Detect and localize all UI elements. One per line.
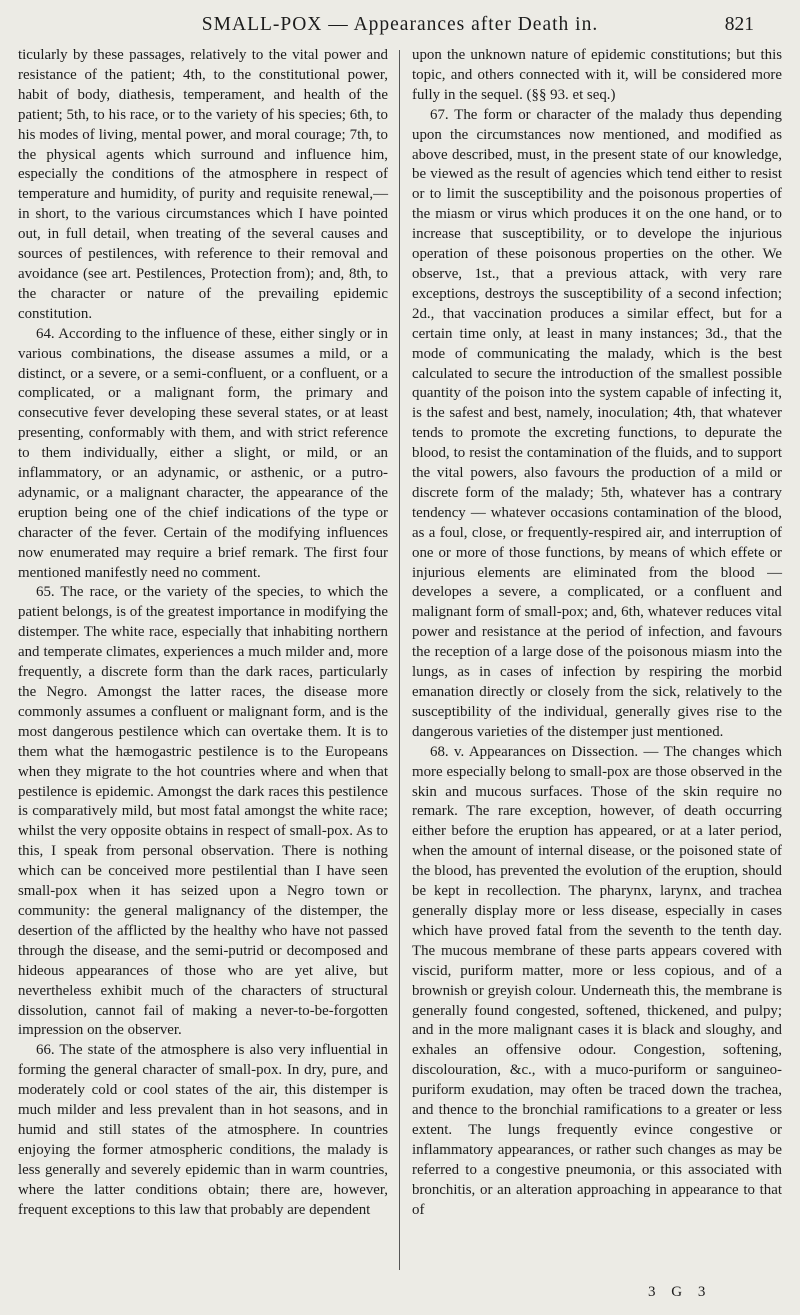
right-paragraph-1: upon the unknown nature of epidemic constitutions; but this topic, and others connected with it, will be considered more fully in the sequel. (§§ 93. et seq.): [412, 47, 782, 103]
running-head: [40, 14, 760, 40]
signature-mark: 3 G 3: [648, 1284, 712, 1300]
left-paragraph-1: ticularly by these passages, relatively to the vital power and resistance of the patient; 4th, to the constitutional power, habit of body, diathesis, temperament, and health of the patient; 5th, to his race, or to the variety of his species; 6th, to his modes of living, mental power, and moral courage; 7th, to the physical agents which surround and influence him, especially the conditions of the atmosphere in respect of temperature and humidity, of purity and requisite renewal,—in short, to the various circumstances which I have pointed out, in full detail, when treating of the several causes and sources of pestilences, with reference to their removal and avoidance (see art. Pestilences, Protection from); and, 8th, to the character or nature of the prevailing epidemic constitution.: [18, 47, 388, 322]
running-title: SMALL-POX — Appearances after Death in.: [201, 14, 599, 35]
left-paragraph-64: 64. According to the influence of these, either singly or in various combinations, the disease assumes a mild, or a distinct, or a severe, or a semi-confluent, or a confluent, or a complicated, or a malignant form, the primary and consecutive fever developing these several states, or at least presenting, conformably with them, and with strict reference to them individually, either a slight, or mild, or an inflammatory, or an adynamic, or asthenic, or a putro-adynamic, or a malignant character, the appearance of the eruption being one of the chief indications of the type or character of the fever. Certain of the modifying influences now enumerated may require a brief remark. The first four mentioned manifestly need no comment.: [18, 325, 388, 581]
text-columns: [18, 46, 782, 1296]
right-paragraph-68: 68. v. Appearances on Dissection. — The changes which more especially belong to small-pox are those observed in the skin and mucous surfaces. Those of the skin require no remark. The rare exception, however, of death occurring either before the eruption has appeared, or at a later period, when the amount of internal disease, or the poisoned state of the blood, has prevented the evolution of the eruption, should be kept in recollection. The pharynx, larynx, and trachea generally display more or less disease, especially in cases which have proved fatal from the seventh to the tenth day. The mucous membrane of these parts appears covered with viscid, puriform matter, more or less copious, and of a brownish or greyish colour. Underneath this, the membrane is generally found congested, softened, thickened, and pulpy; and in the more malignant cases it is black and sloughy, and exhales an offensive odour. Congestion, softening, discolouration, &c., with a muco-puriform or sanguineo-puriform exudation, may often be traced down the trachea, and thence to the bronchial ramifications to a greater or less extent. The lungs frequently evince congestive or inflammatory appearances, or rather such changes as may be referred to a congestive pneumonia, or this associated with bronchitis, or an alteration approaching in appearance to that of: [412, 743, 782, 1218]
right-column: [412, 46, 782, 1220]
left-column: [18, 46, 388, 1220]
page-number: 821: [724, 14, 754, 35]
left-paragraph-66: 66. The state of the atmosphere is also very influential in forming the general character of small-pox. In dry, pure, and moderately cold or cool states of the air, this distemper is much milder and less prevalent than in hot seasons, and in humid and still states of the atmosphere. In countries enjoying the former atmospheric conditions, the malady is less generally and severely epidemic than in warm countries, where the latter conditions obtain; there are, however, frequent exceptions to this law that probably are dependent: [18, 1042, 388, 1218]
left-paragraph-65: 65. The race, or the variety of the species, to which the patient belongs, is of the greatest importance in modifying the distemper. The white race, especially that inhabiting northern and temperate climates, experiences a much milder and, more frequently, a discrete form than the dark races, particularly the Negro. Amongst the latter races, the disease more commonly assumes a confluent or malignant form, and is the most dangerous pestilence which can overtake them. It is to them what the hæmogastric pestilence is to the Europeans when they migrate to the hot countries where and when that pestilence is epidemic. Amongst the dark races this pestilence is comparatively mild, but most fatal amongst the white race; whilst the very opposite obtains in respect of small-pox. As to this, I speak from personal observation. There is nothing which can be conceived more pestilential than I have seen small-pox when it has seized upon a Negro town or community: the general malignancy of the distemper, the desertion of the afflicted by the healthy who have not passed through the disease, and the semi-putrid or decomposed and hideous appearances of those who are yet alive, but nevertheless exhibit much of the characters of structural dissolution, cannot fail of making a never-to-be-forgotten impression on the observer.: [18, 584, 388, 1039]
right-paragraph-67: 67. The form or character of the malady thus depending upon the circumstances now mentioned, and modified as above described, must, in the present state of our knowledge, be viewed as the result of agencies which tend either to resist or to limit the susceptibility and the poisonous properties of the miasm or virus which produces it on the one hand, or to increase that susceptibility, or to develope the injurious operation of these poisonous properties on the other. We observe, 1st., that a previous attack, with very rare exceptions, destroys the susceptibility of a second infection; 2d., that vaccination produces a similar effect, but for a certain time only, at least in many instances; 3d., that the mode of communicating the malady, which is the best calculated to secure the introduction of the smallest possible quantity of the poison into the system capable of infecting it, is the safest and best, namely, inoculation; 4th, that whatever tends to promote the excreting functions, to depurate the blood, to resist the contamination of the fluids, and to support the vital powers, also favours the production of a mild or discrete form of the malady; 5th, whatever has a contrary tendency — whatever occasions contamination of the blood, as a foul, close, or frequently-respired air, and interruption of one or more of those functions, by means of which effete or injurious elements are eliminated from the blood — developes a severe, a complicated, or a confluent and malignant form of small-pox; and, 6th, whatever reduces vital power and resistance at the period of infection, and favours the reception of a large dose of the poisonous miasm into the lungs, as in cases of infection by respiring the morbid emanation directly or closely from the sick, relatively to the susceptibility of the individual, generally gives rise to the dangerous varieties of the distemper just mentioned.: [412, 106, 782, 740]
